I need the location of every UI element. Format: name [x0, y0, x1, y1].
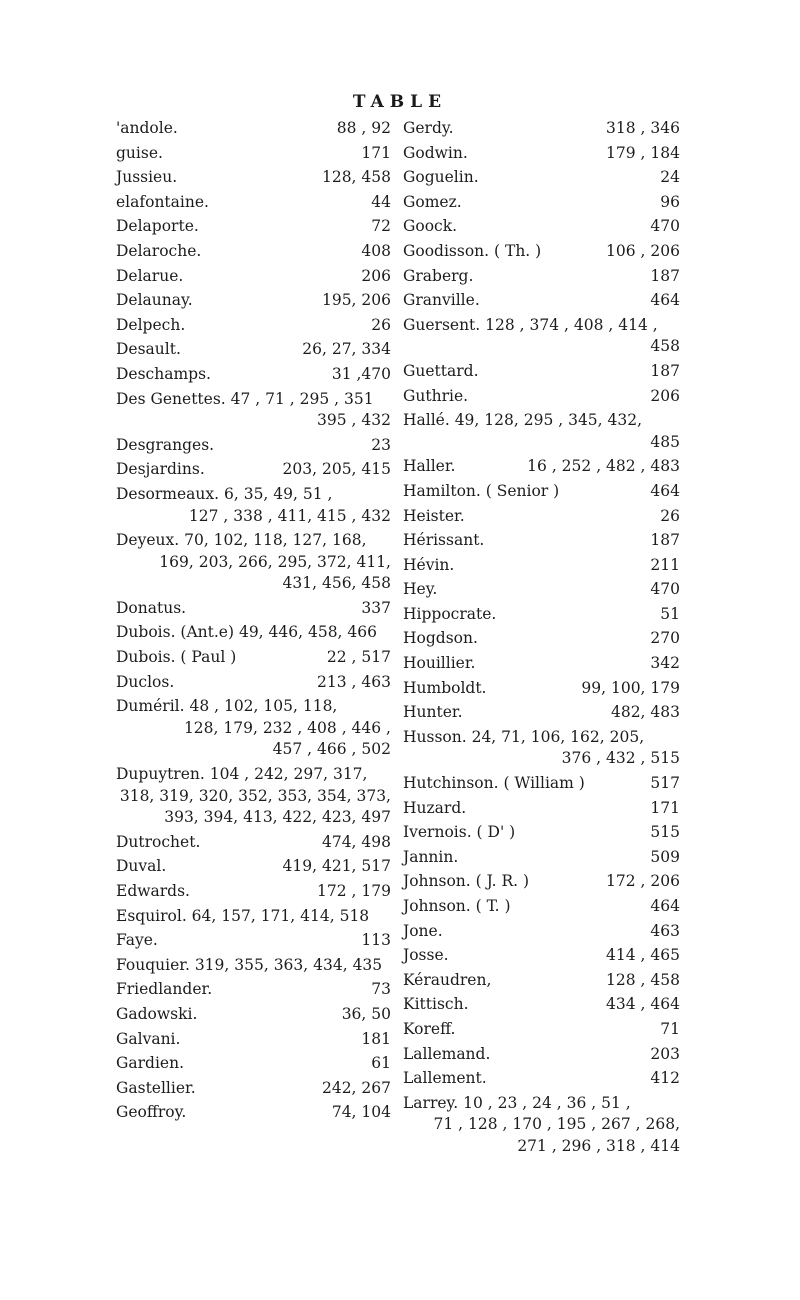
- index-entry: [403, 896, 680, 918]
- entry-name: Delaunay.: [116, 291, 193, 310]
- entry-name: Kittisch.: [403, 995, 469, 1014]
- index-entry: [403, 361, 680, 383]
- entry-continuation: 485: [650, 432, 680, 451]
- entry-name: Dupuytren. 104 , 242, 297, 317,: [116, 765, 368, 784]
- index-entry: [116, 118, 391, 140]
- index-column-left: [116, 118, 391, 1127]
- index-entry: [403, 241, 680, 263]
- entry-pages: 337: [361, 598, 391, 617]
- entry-name: guise.: [116, 143, 163, 162]
- entry-name: Hogdson.: [403, 629, 478, 648]
- entry-pages: 99, 100, 179: [581, 678, 680, 697]
- index-entry: [403, 994, 680, 1016]
- index-entry: [403, 167, 680, 189]
- entry-continuation: 458: [650, 337, 680, 356]
- index-entry: [116, 1078, 391, 1100]
- index-entry: [116, 832, 391, 854]
- entry-pages: 72: [371, 217, 391, 236]
- index-entry: [403, 678, 680, 700]
- index-entry: [116, 598, 391, 620]
- index-entry: [116, 459, 391, 481]
- entry-pages: 22 , 517: [326, 648, 391, 667]
- entry-name: Jannin.: [403, 847, 459, 866]
- entry-name: Johnson. ( T. ): [403, 897, 511, 915]
- entry-name: Delaroche.: [116, 241, 202, 260]
- entry-name: Lallemand.: [403, 1044, 491, 1063]
- index-entry: [116, 167, 391, 189]
- entry-name: elafontaine.: [116, 192, 209, 211]
- entry-pages: 26, 27, 334: [302, 340, 391, 359]
- index-entry: [116, 979, 391, 1001]
- entry-name: Hamilton. ( Senior ): [403, 481, 560, 500]
- entry-name: Jussieu.: [116, 168, 178, 187]
- entry-pages: 24: [660, 168, 680, 187]
- entry-name: Desjardins.: [116, 460, 205, 479]
- entry-continuation: 128, 179, 232 , 408 , 446 ,: [183, 718, 391, 737]
- index-entry: [116, 435, 391, 457]
- entry-continuation: 127 , 338 , 411, 415 , 432: [188, 506, 391, 525]
- index-entry: [403, 506, 680, 528]
- entry-pages: 470: [650, 217, 680, 236]
- index-entry: [403, 481, 680, 503]
- entry-pages: 181: [361, 1029, 391, 1048]
- index-entry: [403, 266, 680, 288]
- entry-name: Hey.: [403, 580, 438, 599]
- entry-name: Josse.: [403, 946, 449, 965]
- entry-name: Goodisson. ( Th. ): [403, 241, 542, 260]
- index-entry: [116, 647, 391, 669]
- entry-pages: 31 ,470: [331, 364, 391, 383]
- entry-pages: 61: [371, 1054, 391, 1073]
- entry-continuation: 169, 203, 266, 295, 372, 411,: [159, 552, 391, 571]
- entry-name: Delpech.: [116, 315, 186, 334]
- index-entry: [116, 672, 391, 694]
- index-entry: [403, 604, 680, 626]
- entry-pages: 88 , 92: [336, 119, 391, 137]
- entry-name: Desgranges.: [116, 435, 215, 454]
- entry-pages: 16 , 252 , 482 , 483: [527, 457, 680, 476]
- entry-name: Ivernois. ( D' ): [403, 823, 516, 842]
- entry-name: Dutrochet.: [116, 832, 201, 851]
- index-entry: [403, 555, 680, 577]
- index-entry: [116, 622, 391, 644]
- entry-name: Husson. 24, 71, 106, 162, 205,: [403, 727, 645, 746]
- index-entry: [403, 921, 680, 943]
- entry-name: Guthrie.: [403, 386, 469, 405]
- entry-pages: 187: [650, 361, 680, 380]
- entry-name: Heister.: [403, 506, 465, 525]
- entry-name: Gastellier.: [116, 1078, 196, 1097]
- entry-name: Gerdy.: [403, 119, 454, 137]
- index-entry: [116, 881, 391, 903]
- entry-pages: 172 , 206: [606, 872, 680, 891]
- entry-pages: 187: [650, 266, 680, 285]
- entry-pages: 128 , 458: [606, 970, 680, 989]
- entry-name: Esquirol. 64, 157, 171, 414, 518: [116, 906, 370, 925]
- index-entry: [116, 1053, 391, 1075]
- entry-pages: 515: [650, 823, 680, 842]
- entry-pages: 342: [650, 654, 680, 673]
- entry-continuation: 376 , 432 , 515: [561, 749, 680, 768]
- entry-pages: 171: [650, 798, 680, 817]
- entry-name: Guersent. 128 , 374 , 408 , 414 ,: [403, 315, 658, 334]
- entry-pages: 73: [371, 980, 391, 999]
- entry-name: Lallement.: [403, 1069, 487, 1088]
- entry-pages: 419, 421, 517: [282, 857, 391, 876]
- entry-pages: 318 , 346: [606, 119, 680, 137]
- entry-name: Des Genettes. 47 , 71 , 295 , 351: [116, 389, 374, 408]
- index-entry: [403, 1068, 680, 1090]
- entry-name: Friedlander.: [116, 980, 213, 999]
- entry-pages: 179 , 184: [606, 143, 680, 162]
- entry-name: 'andole.: [116, 119, 178, 137]
- index-entry: [403, 456, 680, 478]
- index-entry: [403, 773, 680, 795]
- entry-name: Desormeaux. 6, 35, 49, 51 ,: [116, 484, 333, 503]
- index-column-right: [403, 118, 680, 1161]
- index-entry: [403, 1019, 680, 1041]
- entry-pages: 71: [660, 1019, 680, 1038]
- entry-name: Guettard.: [403, 361, 479, 380]
- index-entry: [403, 1093, 680, 1158]
- entry-pages: 203, 205, 415: [282, 460, 391, 479]
- entry-pages: 414 , 465: [606, 946, 680, 965]
- index-entry: [403, 798, 680, 820]
- entry-continuation: 457 , 466 , 502: [272, 740, 391, 759]
- index-entry: [116, 266, 391, 288]
- entry-name: Humboldt.: [403, 678, 487, 697]
- entry-name: Haller.: [403, 457, 456, 476]
- index-entry: [403, 822, 680, 844]
- index-entry: [116, 315, 391, 337]
- entry-pages: 213 , 463: [317, 672, 391, 691]
- entry-name: Goock.: [403, 217, 458, 236]
- entry-pages: 408: [361, 241, 391, 260]
- entry-continuation: 431, 456, 458: [282, 574, 391, 593]
- entry-pages: 187: [650, 531, 680, 550]
- index-entry: [403, 290, 680, 312]
- entry-pages: 464: [650, 897, 680, 915]
- entry-continuation: 393, 394, 413, 422, 423, 497: [164, 808, 391, 827]
- entry-name: Goguelin.: [403, 168, 479, 187]
- entry-pages: 434 , 464: [606, 995, 680, 1014]
- entry-name: Delaporte.: [116, 217, 199, 236]
- entry-pages: 474, 498: [321, 832, 391, 851]
- entry-pages: 463: [650, 921, 680, 940]
- entry-name: Jone.: [403, 921, 443, 940]
- entry-name: Johnson. ( J. R. ): [403, 872, 530, 891]
- entry-pages: 128, 458: [321, 168, 391, 187]
- entry-pages: 51: [660, 604, 680, 623]
- index-entry: [116, 1102, 391, 1124]
- entry-pages: 195, 206: [321, 291, 391, 310]
- index-entry: [403, 871, 680, 893]
- index-entry: [116, 364, 391, 386]
- entry-name: Dubois. (Ant.e) 49, 446, 458, 466: [116, 623, 377, 642]
- index-entry: [116, 389, 391, 432]
- entry-pages: 509: [650, 847, 680, 866]
- entry-name: Duméril. 48 , 102, 105, 118,: [116, 697, 338, 716]
- entry-pages: 74, 104: [331, 1103, 391, 1122]
- entry-pages: 171: [361, 143, 391, 162]
- entry-name: Duclos.: [116, 672, 175, 691]
- index-entry: [116, 339, 391, 361]
- entry-pages: 113: [361, 931, 391, 950]
- entry-pages: 106 , 206: [606, 241, 680, 260]
- index-entry: [116, 143, 391, 165]
- index-entry: [403, 970, 680, 992]
- index-entry: [403, 192, 680, 214]
- index-entry: [403, 847, 680, 869]
- entry-pages: 172 , 179: [317, 882, 391, 900]
- index-entry: [116, 696, 391, 761]
- entry-continuation: 318, 319, 320, 352, 353, 354, 373,: [119, 786, 391, 805]
- entry-name: Desault.: [116, 340, 181, 359]
- entry-name: Deschamps.: [116, 364, 211, 383]
- entry-pages: 26: [660, 506, 680, 525]
- index-entry: [116, 484, 391, 527]
- index-entry: [403, 216, 680, 238]
- entry-pages: 26: [371, 315, 391, 334]
- entry-pages: 517: [650, 774, 680, 793]
- entry-pages: 464: [650, 481, 680, 500]
- entry-name: Huzard.: [403, 798, 467, 817]
- entry-pages: 470: [650, 580, 680, 599]
- entry-pages: 464: [650, 291, 680, 310]
- entry-name: Koreff.: [403, 1019, 456, 1038]
- entry-pages: 23: [371, 435, 391, 454]
- index-entry: [403, 143, 680, 165]
- page-header: TABLE: [352, 92, 448, 112]
- entry-pages: 242, 267: [321, 1078, 391, 1097]
- entry-name: Duval.: [116, 857, 167, 876]
- entry-pages: 203: [650, 1044, 680, 1063]
- entry-continuation: 395 , 432: [317, 411, 391, 430]
- index-entry: [116, 192, 391, 214]
- entry-pages: 482, 483: [610, 703, 680, 722]
- entry-name: Geoffroy.: [116, 1103, 187, 1122]
- index-entry: [403, 653, 680, 675]
- index-entry: [403, 315, 680, 358]
- index-entry: [403, 530, 680, 552]
- index-entry: [116, 1029, 391, 1051]
- index-entry: [116, 955, 391, 977]
- entry-name: Delarue.: [116, 266, 184, 285]
- entry-continuation: 71 , 128 , 170 , 195 , 267 , 268,: [433, 1115, 680, 1134]
- entry-name: Faye.: [116, 931, 158, 950]
- entry-name: Houillier.: [403, 654, 476, 673]
- entry-name: Hutchinson. ( William ): [403, 774, 585, 793]
- index-entry: [403, 386, 680, 408]
- entry-pages: 96: [660, 192, 680, 211]
- index-entry: [116, 764, 391, 829]
- index-entry: [403, 945, 680, 967]
- entry-continuation: 271 , 296 , 318 , 414: [517, 1136, 680, 1155]
- entry-name: Hérissant.: [403, 531, 485, 550]
- entry-name: Hippocrate.: [403, 604, 497, 623]
- entry-name: Galvani.: [116, 1029, 181, 1048]
- entry-pages: 211: [650, 555, 680, 574]
- entry-name: Hallé. 49, 128, 295 , 345, 432,: [403, 411, 643, 430]
- index-entry: [116, 530, 391, 595]
- entry-name: Granville.: [403, 291, 480, 310]
- entry-name: Graberg.: [403, 266, 474, 285]
- entry-name: Dubois. ( Paul ): [116, 648, 237, 667]
- entry-pages: 36, 50: [341, 1004, 391, 1023]
- index-entry: [116, 930, 391, 952]
- entry-name: Larrey. 10 , 23 , 24 , 36 , 51 ,: [403, 1093, 631, 1112]
- entry-name: Hunter.: [403, 703, 463, 722]
- index-entry: [403, 702, 680, 724]
- entry-name: Hévin.: [403, 555, 455, 574]
- index-entry: [403, 628, 680, 650]
- index-entry: [116, 241, 391, 263]
- entry-name: Deyeux. 70, 102, 118, 127, 168,: [116, 531, 367, 550]
- entry-name: Gomez.: [403, 192, 462, 211]
- entry-name: Godwin.: [403, 143, 468, 162]
- entry-pages: 206: [361, 266, 391, 285]
- index-entry: [403, 118, 680, 140]
- entry-pages: 44: [371, 192, 391, 211]
- entry-pages: 412: [650, 1069, 680, 1088]
- index-entry: [403, 1044, 680, 1066]
- index-entry: [116, 856, 391, 878]
- index-entry: [116, 906, 391, 928]
- entry-name: Kéraudren,: [403, 970, 492, 989]
- index-entry: [116, 290, 391, 312]
- entry-name: Gadowski.: [116, 1004, 198, 1023]
- entry-pages: 270: [650, 629, 680, 648]
- index-entry: [403, 579, 680, 601]
- index-entry: [403, 410, 680, 453]
- entry-pages: 206: [650, 386, 680, 405]
- entry-name: Edwards.: [116, 882, 190, 900]
- entry-name: Gardien.: [116, 1054, 184, 1073]
- index-entry: [403, 727, 680, 770]
- index-entry: [116, 1004, 391, 1026]
- entry-name: Fouquier. 319, 355, 363, 434, 435: [116, 955, 383, 974]
- index-entry: [116, 216, 391, 238]
- entry-name: Donatus.: [116, 598, 187, 617]
